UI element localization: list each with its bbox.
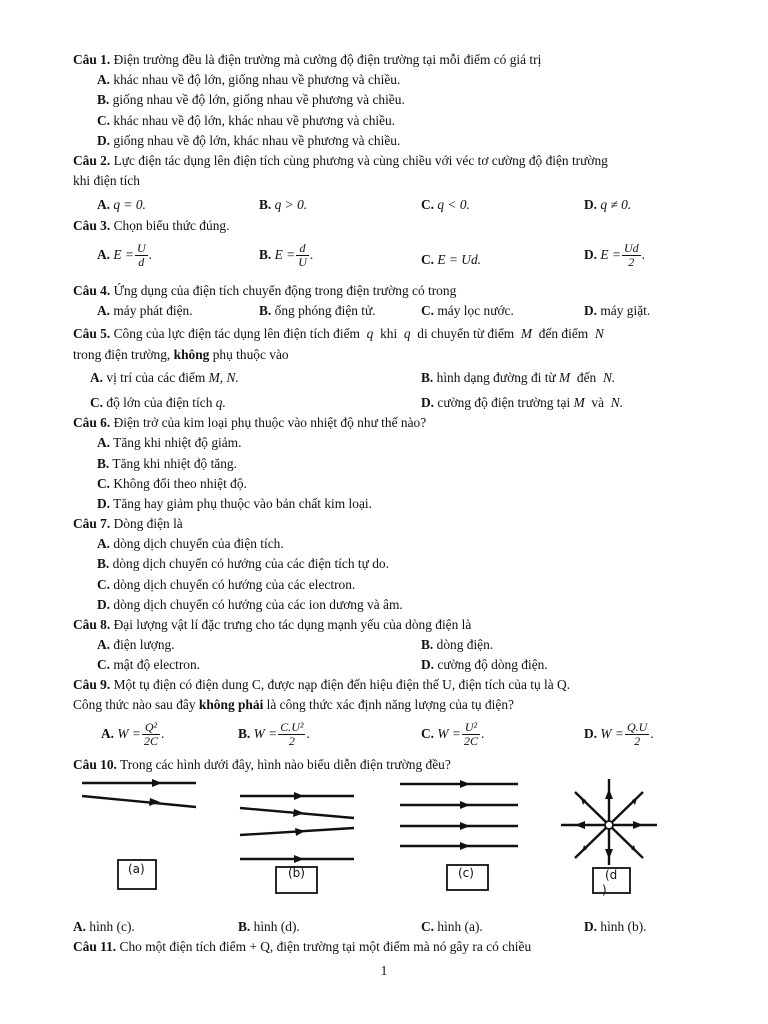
page-number: 1 [380, 963, 388, 978]
q6-option-d: D. Tăng hay giảm phụ thuộc vào bản chất kim loại. [97, 496, 372, 511]
q5-option-d: D. cường độ điện trường tại M và N. [421, 395, 624, 410]
q5-option-a: A. vị trí của các điểm M, N. [90, 370, 239, 385]
q10-option-a: A. hình (c). [73, 919, 135, 934]
q8-option-c: C. mật độ electron. [97, 657, 201, 672]
q7-option-c: C. dòng dịch chuyển có hướng của các electron. [97, 577, 356, 592]
q9-stem-cont: Công thức nào sau đây không phải là công thức xác định năng lượng của tụ điện? [73, 697, 514, 712]
q2-option-b: B. q > 0. [259, 197, 308, 212]
q5-option-b: B. hình dạng đường đi từ M đến N. [421, 370, 616, 385]
q5-stem-cont: trong điện trường, không phụ thuộc vào [73, 347, 289, 362]
q1-option-a: A. khác nhau về độ lớn, giống nhau về phương và chiều. [97, 72, 401, 87]
q5-stem: Câu 5. Công của lực điện tác dụng lên điện tích điểm q khi q di chuyển từ điểm M đến điểm N [73, 326, 604, 341]
q6-option-c: C. Không đổi theo nhiệt độ. [97, 476, 247, 491]
q7-option-a: A. dòng dịch chuyển của điện tích. [97, 536, 284, 551]
q9-option-c: C. W = $\frac{\text{U²}}{2C}$ . [421, 720, 485, 749]
figure-d-label-cont: ) [602, 883, 607, 897]
point-charge [605, 821, 613, 829]
q1-option-c: C. khác nhau về độ lớn, khác nhau về phương và chiều. [97, 113, 396, 128]
q10-option-c: C. hình (a). [421, 919, 483, 934]
q4-option-b: B. ống phóng điện tử. [259, 303, 376, 318]
q3-option-b: B. E = $\frac{d}{U}$ . [259, 241, 314, 270]
figure-d-label: (d [605, 868, 618, 882]
q7-option-b: B. dòng dịch chuyển có hướng của các điện tích tự do. [97, 556, 389, 571]
q1-option-b: B. giống nhau về độ lớn, giống nhau về phương và chiều. [97, 92, 405, 107]
q8-option-a: A. điện lượng. [97, 637, 175, 652]
q11-stem: Câu 11. Cho một điện tích điểm + Q, điện trường tại một điểm mà nó gây ra có chiều [73, 939, 532, 954]
q8-stem: Câu 8. Đại lượng vật lí đặc trưng cho tác dụng mạnh yếu của dòng điện là [73, 617, 472, 632]
figure-b-label: (b) [288, 866, 305, 880]
q2-option-d: D. q ≠ 0. [584, 197, 632, 212]
q2-stem: Câu 2. Lực điện tác dụng lên điện tích cùng phương và cùng chiều với véc tơ cường độ điện trường [73, 153, 608, 168]
q3-option-c: C. E = Ud. [421, 252, 482, 267]
figure-b-lines [240, 796, 354, 859]
q4-option-d: D. máy giặt. [584, 303, 651, 318]
q9-option-b: B. W = $\frac{\text{C.U²}}{2}$ . [238, 720, 310, 749]
q2-stem-cont: khi điện tích [73, 173, 140, 188]
q6-option-a: A. Tăng khi nhiệt độ giảm. [97, 435, 242, 450]
q3-option-a: A. E = $\frac{U}{d}$ . [97, 241, 152, 270]
q9-stem: Câu 9. Một tụ điện có điện dung C, được nạp điện đến hiệu điện thế U, điện tích của tụ là Q. [73, 677, 571, 692]
q6-stem: Câu 6. Điện trở của kim loại phụ thuộc vào nhiệt độ như thế nào? [73, 415, 427, 430]
q4-option-c: C. máy lọc nước. [421, 303, 514, 318]
figure-c-lines [400, 784, 518, 846]
q9-option-d: D. W = $\frac{Q.U}{2}$ . [584, 720, 654, 749]
q2-option-c: C. q < 0. [421, 197, 470, 212]
q10-stem: Câu 10. Trong các hình dưới đây, hình nào biểu diễn điện trường đều? [73, 757, 451, 772]
figure-a-label: (a) [128, 862, 145, 876]
q7-option-d: D. dòng dịch chuyển có hướng của các ion dương và âm. [97, 597, 403, 612]
q7-stem: Câu 7. Dòng điện là [73, 516, 183, 531]
q10-option-b: B. hình (d). [238, 919, 300, 934]
q5-option-c: C. độ lớn của điện tích q. [90, 395, 226, 410]
q3-option-d: D. E = $\frac{Ud}{2}$ . [584, 241, 645, 270]
figure-a-lines [82, 783, 196, 807]
q6-option-b: B. Tăng khi nhiệt độ tăng. [97, 456, 237, 471]
q8-option-b: B. dòng điện. [421, 637, 494, 652]
q1-option-d: D. giống nhau về độ lớn, khác nhau về phương và chiều. [97, 133, 401, 148]
q2-option-a: A. q = 0. [97, 197, 146, 212]
figure-c-label: (c) [458, 866, 474, 880]
q9-option-a: A. W = $\frac{\text{Q²}}{2C}$ . [101, 720, 165, 749]
q10-option-d: D. hình (b). [584, 919, 647, 934]
q4-stem: Câu 4. Ứng dụng của điện tích chuyển động trong điện trường có trong [73, 283, 457, 298]
q8-option-d: D. cường độ dòng điện. [421, 657, 548, 672]
q4-option-a: A. máy phát điện. [97, 303, 193, 318]
q1-stem: Câu 1. Điện trường đều là điện trường mà cường độ điện trường tại mỗi điểm có giá trị [73, 52, 542, 67]
q3-stem: Câu 3. Chọn biểu thức đúng. [73, 218, 230, 233]
